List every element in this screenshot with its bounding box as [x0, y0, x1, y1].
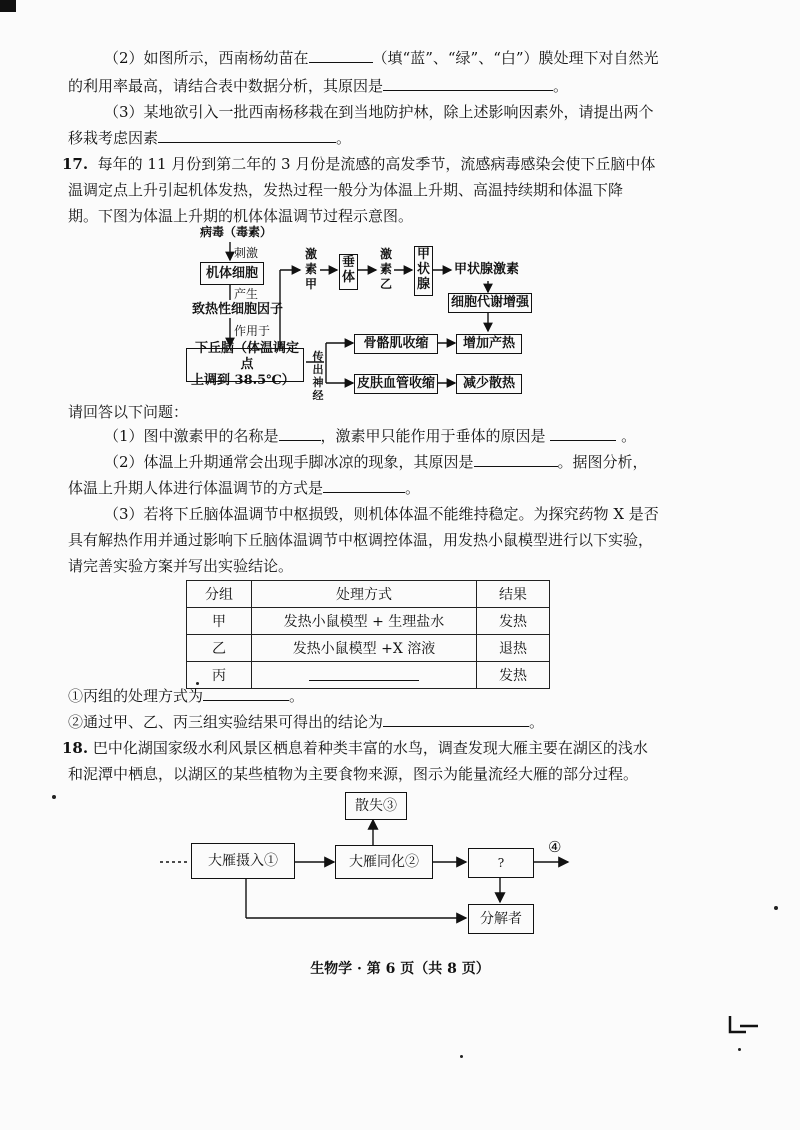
- q18-intro-line1: 18. 巴中化湖国家级水利风景区栖息着种类丰富的水鸟，调查发现大雁主要在湖区的浅水: [62, 739, 648, 757]
- q17-sub3-line1: （3）若将下丘脑体温调节中枢损毁，则机体体温不能维持稳定。为探究药物 X 是否: [104, 505, 659, 523]
- decomposer-box: 分解者: [468, 904, 534, 934]
- thyroid-box: 甲状腺: [414, 246, 433, 296]
- q17-sub2-line1: （2）体温上升期通常会出现手脚冰凉的现象，其原因是 。据图分析，: [104, 453, 648, 471]
- fourth-label: ④: [548, 838, 562, 856]
- table-cell: 发热: [477, 662, 550, 689]
- loss-box: 散失③: [345, 792, 407, 820]
- heat-up-box: 增加产热: [456, 334, 522, 354]
- speck: [738, 1048, 741, 1051]
- hormone-b-label: 激素乙: [379, 247, 392, 291]
- q18-intro-line2: 和泥潭中栖息，以湖区的某些植物为主要食物来源，图示为能量流经大雁的部分过程。: [68, 765, 639, 783]
- intake-box: 大雁摄入①: [191, 843, 295, 879]
- speck: [774, 906, 778, 910]
- q17-intro-line3: 期。下图为体温上升期的机体体温调节过程示意图。: [68, 207, 414, 225]
- heat-down-box: 减少散热: [456, 374, 522, 394]
- metabolism-box: 细胞代谢增强: [448, 293, 532, 313]
- assimilate-box: 大雁同化②: [335, 845, 433, 879]
- q17-conclusion-1: ①丙组的处理方式为 。: [68, 687, 305, 705]
- answer-prompt: 请回答以下问题：: [68, 403, 189, 421]
- table-cell: 发热小鼠模型 +X 溶液: [252, 635, 477, 662]
- stimulate-label: 刺激: [234, 246, 259, 260]
- q17-intro-line2: 温调定点上升引起机体发热，发热过程一般分为体温上升期、高温持续期和体温下降: [68, 181, 624, 199]
- page-footer: 生物学 · 第 6 页（共 8 页）: [310, 961, 490, 977]
- table-cell: 发热小鼠模型 + 生理盐水: [252, 608, 477, 635]
- table-cell: 甲: [187, 608, 252, 635]
- table-cell: 丙: [187, 662, 252, 689]
- hypothalamus-box: 下丘脑（体温调定点 上调到 38.5℃）: [186, 348, 304, 382]
- q16-part3-line1: （3）某地欲引入一批西南杨移栽在到当地防护林，除上述影响因素外，请提出两个: [104, 103, 654, 121]
- speck: [460, 1055, 463, 1058]
- q17-sub2-line2: 体温上升期人体进行体温调节的方式是 。: [68, 479, 421, 497]
- unknown-box: ?: [468, 848, 534, 878]
- q17-intro-line1: 17. 每年的 11 月份到第二年的 3 月份是流感的高发季节，流感病毒感染会使下丘脑中体: [62, 155, 656, 173]
- nerve-label: 传出神经: [312, 350, 324, 402]
- q17-sub3-line2: 具有解热作用并通过影响下丘脑体温调节中枢调控体温，用发热小鼠模型进行以下实验，: [68, 531, 654, 549]
- muscle-box: 骨骼肌收缩: [354, 334, 438, 354]
- table-header: 分组: [187, 581, 252, 608]
- table-cell: 乙: [187, 635, 252, 662]
- pyrogen-label: 致热性细胞因子: [192, 302, 284, 317]
- q17-conclusion-2: ②通过甲、乙、丙三组实验结果可得出的结论为 。: [68, 713, 545, 731]
- table-cell: 发热: [477, 608, 550, 635]
- hormone-a-label: 激素甲: [304, 247, 317, 291]
- produce-label: 产生: [234, 287, 259, 301]
- q16-part2-line1: （2）如图所示，西南杨幼苗在 （填“蓝”、“绿”、“白”）膜处理下对自然光: [104, 49, 659, 67]
- q16-part2-line2: 的利用率最高，请结合表中数据分析，其原因是 。: [68, 77, 569, 95]
- speck: [52, 795, 56, 799]
- thyroxine-label: 甲状腺激素: [454, 262, 520, 277]
- act-on-label: 作用于: [234, 324, 271, 338]
- q17-sub1: （1）图中激素甲的名称是 ，激素甲只能作用于垂体的原因是 。: [104, 427, 637, 445]
- table-header: 结果: [477, 581, 550, 608]
- virus-label: 病毒（毒素）: [200, 225, 273, 239]
- body-cell-box: 机体细胞: [200, 262, 264, 285]
- skin-box: 皮肤血管收缩: [354, 374, 438, 394]
- speck: [196, 682, 199, 685]
- table-header: 处理方式: [252, 581, 477, 608]
- q16-part3-line2: 移栽考虑因素 。: [68, 129, 352, 147]
- q17-sub3-line3: 请完善实验方案并写出实验结论。: [68, 557, 294, 575]
- pituitary-box: 垂体: [339, 254, 358, 290]
- table-cell: 退热: [477, 635, 550, 662]
- corner-crop-mark: [726, 1014, 762, 1038]
